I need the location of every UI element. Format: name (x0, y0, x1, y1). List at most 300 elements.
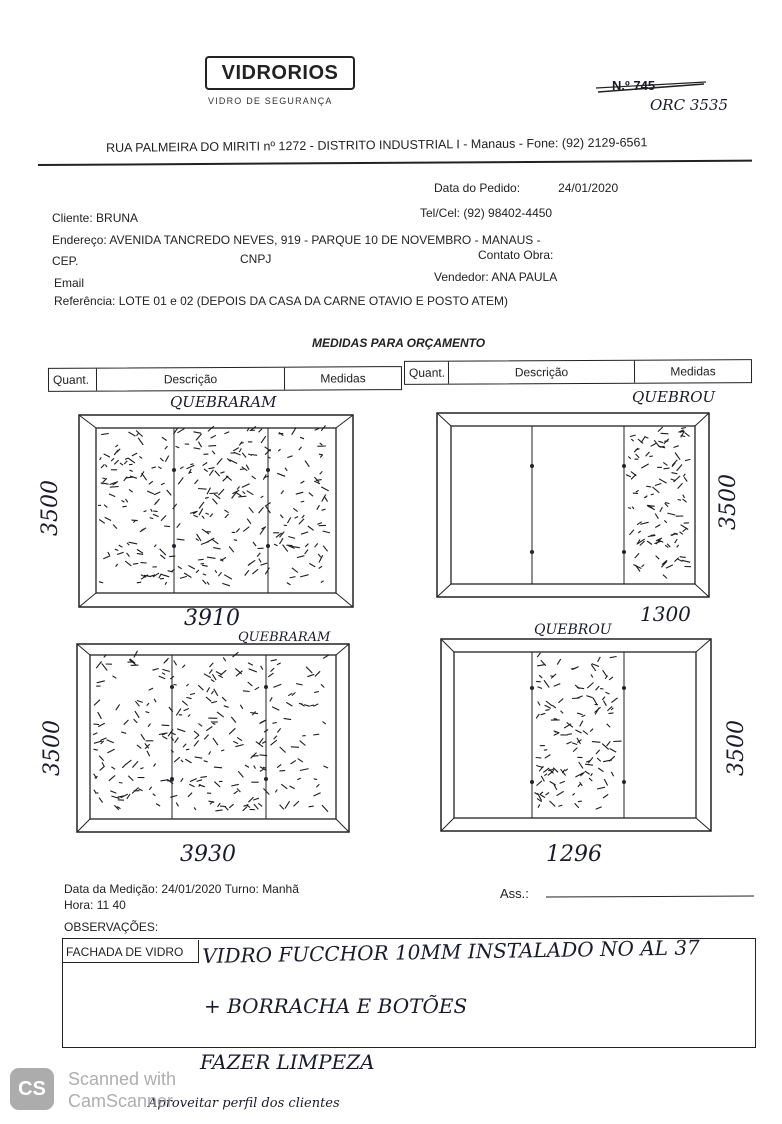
glass-crack-mark (198, 685, 203, 690)
glass-crack-mark (154, 545, 156, 547)
glass-crack-mark (148, 724, 150, 727)
glass-crack-mark (234, 791, 238, 794)
glass-crack-mark (537, 781, 542, 786)
glass-crack-mark (204, 735, 208, 740)
glass-crack-mark (655, 514, 658, 519)
glass-crack-mark (602, 697, 605, 700)
glass-crack-mark (129, 470, 132, 472)
glass-crack-mark (300, 437, 304, 439)
glass-crack-mark (640, 522, 648, 524)
observations-label: OBSERVAÇÕES: (64, 920, 159, 934)
glass-crack-mark (132, 761, 138, 767)
glass-crack-mark (245, 570, 249, 575)
glass-crack-mark (194, 448, 201, 449)
glass-crack-mark (124, 477, 128, 481)
col-quant: Quant. (49, 369, 97, 391)
glass-crack-mark (309, 806, 314, 807)
glass-crack-mark (685, 433, 690, 437)
glass-crack-mark (259, 429, 262, 433)
glass-crack-mark (646, 486, 651, 487)
number-strikethrough (596, 80, 708, 94)
glass-crack-mark (159, 676, 166, 679)
glass-crack-mark (147, 703, 149, 706)
glass-crack-mark (163, 736, 168, 739)
glass-crack-mark (301, 532, 308, 534)
glass-crack-mark (202, 565, 208, 566)
order-number: N.º 745 (612, 78, 656, 93)
glass-crack-mark (610, 749, 617, 753)
glass-crack-mark (139, 456, 142, 458)
glass-crack-mark (194, 741, 199, 747)
glass-crack-mark (160, 555, 165, 559)
glass-crack-mark (224, 510, 228, 513)
glass-crack-mark (181, 778, 184, 782)
glass-crack-mark (170, 795, 177, 797)
glass-crack-mark (273, 684, 281, 687)
glass-crack-mark (214, 782, 220, 787)
glass-crack-mark (115, 445, 118, 447)
glass-crack-mark (275, 790, 277, 793)
glass-crack-mark (221, 750, 224, 751)
glass-crack-mark (671, 479, 676, 481)
glass-crack-mark (585, 771, 590, 774)
glass-crack-mark (321, 487, 329, 491)
glass-crack-mark (631, 439, 633, 441)
glass-crack-mark (677, 545, 679, 548)
glass-crack-mark (297, 778, 300, 780)
glass-crack-mark (554, 731, 557, 733)
glass-crack-mark (229, 547, 234, 553)
glass-crack-mark (128, 458, 135, 463)
glass-crack-mark (209, 663, 213, 667)
glass-crack-mark (684, 477, 687, 481)
glass-crack-mark (219, 675, 223, 677)
glass-crack-mark (181, 760, 183, 762)
glass-crack-mark (209, 751, 211, 754)
glass-crack-mark (290, 786, 295, 789)
glass-crack-mark (300, 575, 308, 577)
glass-crack-mark (94, 741, 102, 743)
col-measures: Medidas (320, 371, 366, 386)
glass-crack-mark (198, 442, 201, 448)
glass-crack-mark (137, 553, 143, 554)
glass-crack-mark (216, 672, 222, 675)
glass-crack-mark (314, 779, 317, 780)
contact-label: Contato Obra: (478, 248, 554, 262)
glass-crack-mark (229, 728, 235, 734)
glass-crack-mark (603, 760, 612, 762)
glass-crack-mark (224, 432, 229, 434)
glass-crack-mark (213, 499, 218, 505)
signature-line (546, 895, 754, 897)
glass-crack-mark (554, 733, 559, 736)
glass-crack-mark (97, 681, 105, 683)
glass-crack-mark (290, 577, 296, 578)
glass-crack-mark (99, 520, 105, 524)
glass-crack-mark (209, 470, 213, 476)
glass-crack-mark (180, 467, 183, 469)
glass-crack-mark (645, 437, 649, 439)
glass-crack-mark (314, 793, 321, 796)
glass-crack-mark (582, 715, 586, 717)
glass-crack-mark (261, 563, 268, 565)
drawing-3-note: QUEBRARAM (238, 630, 331, 645)
glass-crack-mark (277, 764, 281, 767)
glass-crack-mark (210, 514, 213, 517)
glass-crack-mark (597, 758, 601, 761)
glass-crack-mark (674, 446, 679, 448)
glass-crack-mark (663, 462, 667, 465)
glass-crack-mark (261, 666, 263, 670)
glass-crack-mark (321, 684, 324, 687)
glass-crack-mark (208, 446, 216, 447)
glass-crack-mark (247, 491, 254, 495)
glass-crack-mark (609, 713, 614, 714)
glass-crack-mark (99, 582, 103, 583)
glass-crack-mark (591, 674, 593, 677)
glass-crack-mark (641, 464, 648, 468)
glass-crack-mark (538, 702, 540, 706)
glass-crack-mark (577, 713, 583, 715)
glass-crack-mark (626, 475, 631, 477)
drawing-4-window (440, 638, 714, 834)
glass-crack-mark (212, 723, 215, 724)
glass-crack-mark (176, 803, 178, 807)
glass-crack-mark (187, 465, 195, 468)
glass-crack-mark (268, 673, 273, 677)
glass-crack-mark (161, 574, 169, 577)
glass-crack-mark (603, 794, 608, 798)
glass-crack-mark (310, 705, 314, 706)
glass-crack-mark (575, 685, 579, 689)
glass-crack-mark (100, 457, 102, 460)
glass-crack-mark (603, 701, 606, 706)
glass-crack-mark (567, 734, 572, 735)
glass-crack-mark (667, 513, 675, 515)
glass-crack-mark (536, 758, 542, 759)
glass-crack-mark (653, 487, 660, 493)
glass-crack-mark (186, 749, 189, 750)
glass-crack-mark (291, 747, 299, 748)
glass-crack-mark (578, 784, 581, 787)
glass-crack-mark (133, 563, 138, 564)
glass-crack-mark (218, 489, 224, 495)
header-divider (38, 160, 752, 166)
glass-crack-mark (261, 436, 266, 443)
glass-crack-mark (285, 801, 290, 808)
glass-crack-mark (672, 473, 678, 474)
glass-crack-mark (677, 465, 682, 471)
glass-crack-mark (235, 745, 243, 747)
glass-crack-mark (280, 515, 283, 518)
glass-crack-mark (647, 541, 652, 545)
glass-crack-mark (305, 544, 308, 547)
glass-crack-mark (296, 684, 303, 685)
glass-crack-mark (231, 717, 236, 723)
glass-crack-mark (137, 549, 143, 553)
glass-crack-mark (129, 489, 133, 492)
client-field: Cliente: BRUNA (52, 211, 139, 225)
glass-crack-mark (132, 453, 137, 456)
glass-crack-mark (273, 723, 277, 724)
glass-crack-mark (138, 438, 143, 445)
glass-crack-mark (558, 805, 562, 806)
glass-crack-mark (575, 730, 581, 733)
glass-crack-mark (248, 663, 253, 666)
glass-crack-mark (683, 528, 688, 532)
glass-crack-mark (609, 677, 613, 680)
glass-crack-mark (540, 792, 543, 794)
drawing-4-width: 1296 (546, 842, 602, 867)
company-address: RUA PALMEIRA DO MIRITI nº 1272 - DISTRITO INDUSTRIAL I - Manaus - Fone: (92) 2129-6561 (106, 135, 648, 155)
glass-crack-mark (135, 711, 139, 718)
glass-crack-mark (304, 705, 310, 707)
glass-crack-mark (222, 583, 230, 585)
table-header-left (48, 366, 402, 392)
glass-crack-mark (177, 729, 185, 732)
glass-crack-mark (292, 568, 298, 573)
glass-crack-mark (169, 556, 175, 557)
glass-crack-mark (158, 467, 161, 469)
glass-crack-mark (545, 755, 551, 759)
glass-crack-mark (592, 742, 601, 743)
glass-crack-mark (195, 735, 200, 739)
glass-crack-mark (683, 495, 685, 498)
glass-crack-mark (243, 491, 246, 494)
glass-crack-mark (165, 456, 168, 462)
glass-crack-mark (607, 724, 610, 728)
glass-crack-mark (104, 505, 107, 508)
glass-crack-mark (207, 687, 210, 692)
glass-crack-mark (278, 449, 280, 451)
glass-crack-mark (578, 801, 582, 802)
glass-crack-mark (658, 427, 663, 432)
camscanner-logo: CS (10, 1068, 54, 1110)
glass-crack-mark (164, 658, 169, 663)
glass-crack-mark (101, 464, 104, 468)
glass-crack-mark (308, 526, 314, 530)
glass-crack-mark (309, 563, 315, 567)
glass-crack-mark (154, 699, 156, 702)
glass-crack-mark (546, 701, 552, 706)
glass-crack-mark (550, 781, 556, 785)
glass-crack-mark (182, 665, 185, 668)
glass-crack-mark (557, 659, 561, 665)
glass-crack-mark (204, 469, 208, 472)
glass-crack-mark (115, 549, 118, 550)
glass-crack-mark (315, 543, 318, 547)
glass-crack-mark (604, 779, 607, 785)
glass-crack-mark (257, 553, 260, 557)
glass-crack-mark (186, 697, 191, 698)
glass-crack-mark (199, 724, 203, 727)
glass-crack-mark (220, 472, 224, 473)
glass-crack-mark (107, 740, 114, 743)
signature-label: Ass.: (500, 886, 529, 901)
glass-crack-mark (160, 578, 164, 579)
drawing-4-height: 3500 (724, 720, 749, 776)
glass-crack-mark (99, 798, 103, 803)
glass-crack-mark (537, 665, 545, 666)
glass-crack-mark (129, 432, 136, 436)
glass-crack-mark (189, 469, 192, 474)
glass-crack-mark (103, 556, 110, 559)
glass-crack-mark (156, 804, 160, 806)
glass-crack-mark (314, 481, 320, 484)
glass-crack-mark (237, 737, 242, 740)
glass-crack-mark (313, 734, 319, 735)
glass-crack-mark (314, 692, 319, 693)
glass-crack-mark (259, 559, 261, 563)
glass-crack-mark (127, 553, 130, 557)
glass-crack-mark (605, 692, 609, 694)
glass-crack-mark (590, 729, 593, 732)
glass-crack-mark (301, 481, 305, 483)
glass-crack-mark (176, 446, 180, 448)
glass-crack-mark (104, 483, 109, 484)
glass-crack-mark (200, 777, 207, 778)
glass-crack-mark (100, 766, 105, 770)
glass-crack-mark (544, 750, 547, 751)
glass-crack-mark (206, 727, 212, 731)
glass-crack-mark (177, 539, 185, 540)
glass-crack-mark (104, 454, 110, 457)
glass-crack-mark (128, 776, 133, 781)
glass-crack-mark (209, 468, 215, 469)
glass-crack-mark (125, 760, 132, 765)
glass-crack-mark (685, 459, 691, 460)
glass-crack-mark (659, 479, 667, 483)
glass-crack-mark (93, 733, 97, 735)
glass-crack-mark (302, 515, 304, 518)
glass-crack-mark (207, 582, 209, 585)
glass-crack-mark (323, 722, 326, 725)
glass-crack-mark (215, 471, 220, 476)
glass-crack-mark (151, 509, 153, 512)
glass-crack-mark (142, 473, 147, 480)
glass-crack-mark (149, 688, 153, 690)
measure-time: Hora: 11 40 (64, 898, 126, 912)
glass-crack-mark (683, 474, 685, 477)
glass-crack-mark (147, 491, 154, 494)
glass-crack-mark (558, 699, 563, 703)
obs-line-2: + BORRACHA E BOTÕES (204, 994, 468, 1018)
glass-crack-mark (99, 756, 104, 761)
glass-crack-mark (113, 676, 117, 679)
glass-crack-mark (260, 720, 266, 724)
glass-crack-mark (252, 476, 256, 479)
glass-crack-mark (538, 804, 540, 807)
glass-crack-mark (595, 707, 601, 712)
glass-crack-mark (196, 434, 202, 441)
glass-crack-mark (137, 701, 143, 703)
drawing-2-width: 1300 (640, 602, 691, 626)
glass-crack-mark (254, 804, 258, 809)
glass-crack-mark (322, 509, 326, 510)
glass-crack-mark (536, 714, 539, 718)
glass-crack-mark (129, 542, 138, 544)
glass-crack-mark (253, 542, 256, 546)
glass-crack-mark (190, 693, 195, 694)
glass-crack-mark (323, 766, 328, 768)
glass-crack-mark (215, 570, 217, 573)
glass-crack-mark (320, 471, 323, 474)
glass-crack-mark (588, 757, 593, 763)
glass-crack-mark (195, 757, 203, 758)
glass-crack-mark (572, 743, 577, 745)
glass-crack-mark (580, 721, 583, 727)
glass-crack-mark (554, 719, 557, 720)
glass-crack-mark (323, 531, 330, 533)
glass-crack-mark (628, 457, 630, 459)
company-tagline: VIDRO DE SEGURANÇA (208, 96, 333, 106)
glass-crack-mark (663, 575, 667, 579)
glass-crack-mark (281, 784, 287, 789)
glass-crack-mark (175, 738, 179, 743)
glass-crack-mark (281, 491, 284, 494)
glass-crack-mark (240, 705, 243, 709)
glass-crack-mark (540, 794, 546, 797)
glass-crack-mark (162, 725, 170, 726)
glass-crack-mark (247, 519, 251, 524)
order-date: Data do Pedido: 24/01/2020 (434, 181, 619, 195)
glass-crack-mark (165, 446, 168, 449)
glass-crack-mark (277, 663, 281, 665)
glass-crack-mark (135, 701, 139, 706)
glass-crack-mark (125, 561, 131, 566)
glass-crack-mark (111, 458, 114, 461)
glass-crack-mark (291, 760, 296, 764)
glass-crack-mark (96, 661, 101, 668)
glass-crack-mark (110, 791, 116, 794)
drawing-4-note: QUEBROU (534, 622, 612, 638)
glass-crack-mark (305, 549, 308, 554)
glass-crack-mark (231, 784, 239, 786)
glass-crack-mark (102, 478, 105, 479)
glass-crack-mark (174, 684, 177, 685)
glass-crack-mark (114, 450, 118, 455)
glass-crack-mark (321, 581, 324, 583)
drawing-2-height: 3500 (716, 474, 741, 530)
glass-crack-mark (631, 472, 636, 476)
glass-crack-mark (193, 432, 201, 433)
glass-crack-mark (183, 744, 186, 748)
drawing-1-window (78, 414, 356, 610)
glass-crack-mark (611, 772, 613, 776)
glass-crack-mark (280, 538, 284, 544)
glass-crack-mark (572, 698, 580, 699)
obs-line-1: VIDRO FUCCHOR 10MM INSTALADO NO AL 37 (202, 935, 700, 968)
glass-crack-mark (203, 463, 208, 466)
glass-crack-mark (199, 508, 203, 515)
glass-crack-mark (211, 691, 213, 694)
glass-crack-mark (185, 759, 191, 763)
glass-crack-mark (204, 761, 208, 762)
obs-line-3: FAZER LIMPEZA (200, 1050, 375, 1074)
glass-crack-mark (317, 523, 322, 525)
glass-crack-mark (214, 767, 222, 768)
glass-crack-mark (206, 697, 211, 702)
glass-crack-mark (198, 489, 206, 490)
glass-crack-mark (177, 429, 184, 433)
glass-crack-mark (218, 572, 221, 576)
glass-crack-mark (213, 548, 221, 549)
glass-crack-mark (277, 473, 285, 476)
glass-crack-mark (198, 559, 204, 560)
glass-crack-mark (105, 465, 107, 467)
glass-crack-mark (178, 477, 183, 484)
glass-crack-mark (607, 706, 612, 711)
